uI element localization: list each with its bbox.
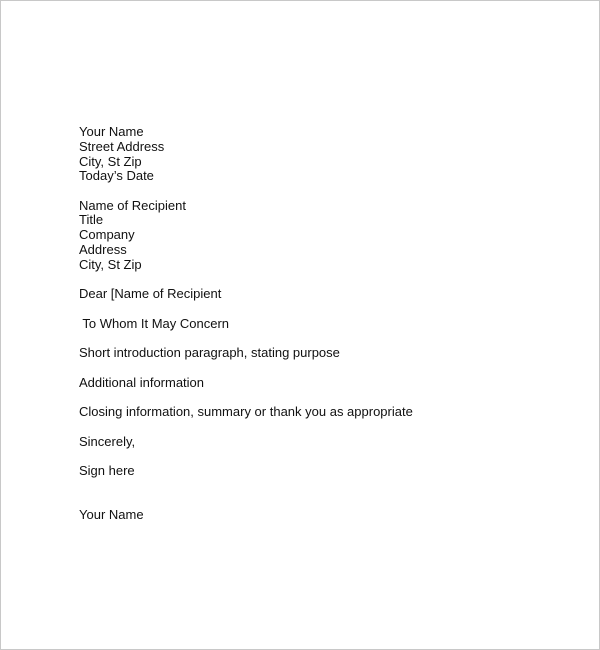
recipient-company: Company <box>79 227 135 242</box>
signature-prompt: Sign here <box>79 463 135 478</box>
intro-paragraph: Short introduction paragraph, stating purpose <box>79 345 340 360</box>
closing-paragraph: Closing information, summary or thank you as appropriate <box>79 404 413 419</box>
recipient-title: Title <box>79 212 104 227</box>
sender-name: Your Name <box>79 124 144 139</box>
additional-paragraph: Additional information <box>79 375 205 390</box>
alt-salutation: To Whom It May Concern <box>79 316 230 331</box>
signer-name: Your Name <box>79 507 144 522</box>
recipient-address: Address <box>79 242 127 257</box>
sender-street: Street Address <box>79 139 165 154</box>
closing-phrase: Sincerely, <box>79 434 136 449</box>
salutation: Dear [Name of Recipient <box>79 286 222 301</box>
recipient-name: Name of Recipient <box>79 198 186 213</box>
letter-date: Today’s Date <box>79 168 154 183</box>
sender-city: City, St Zip <box>79 154 142 169</box>
recipient-city: City, St Zip <box>79 257 142 272</box>
